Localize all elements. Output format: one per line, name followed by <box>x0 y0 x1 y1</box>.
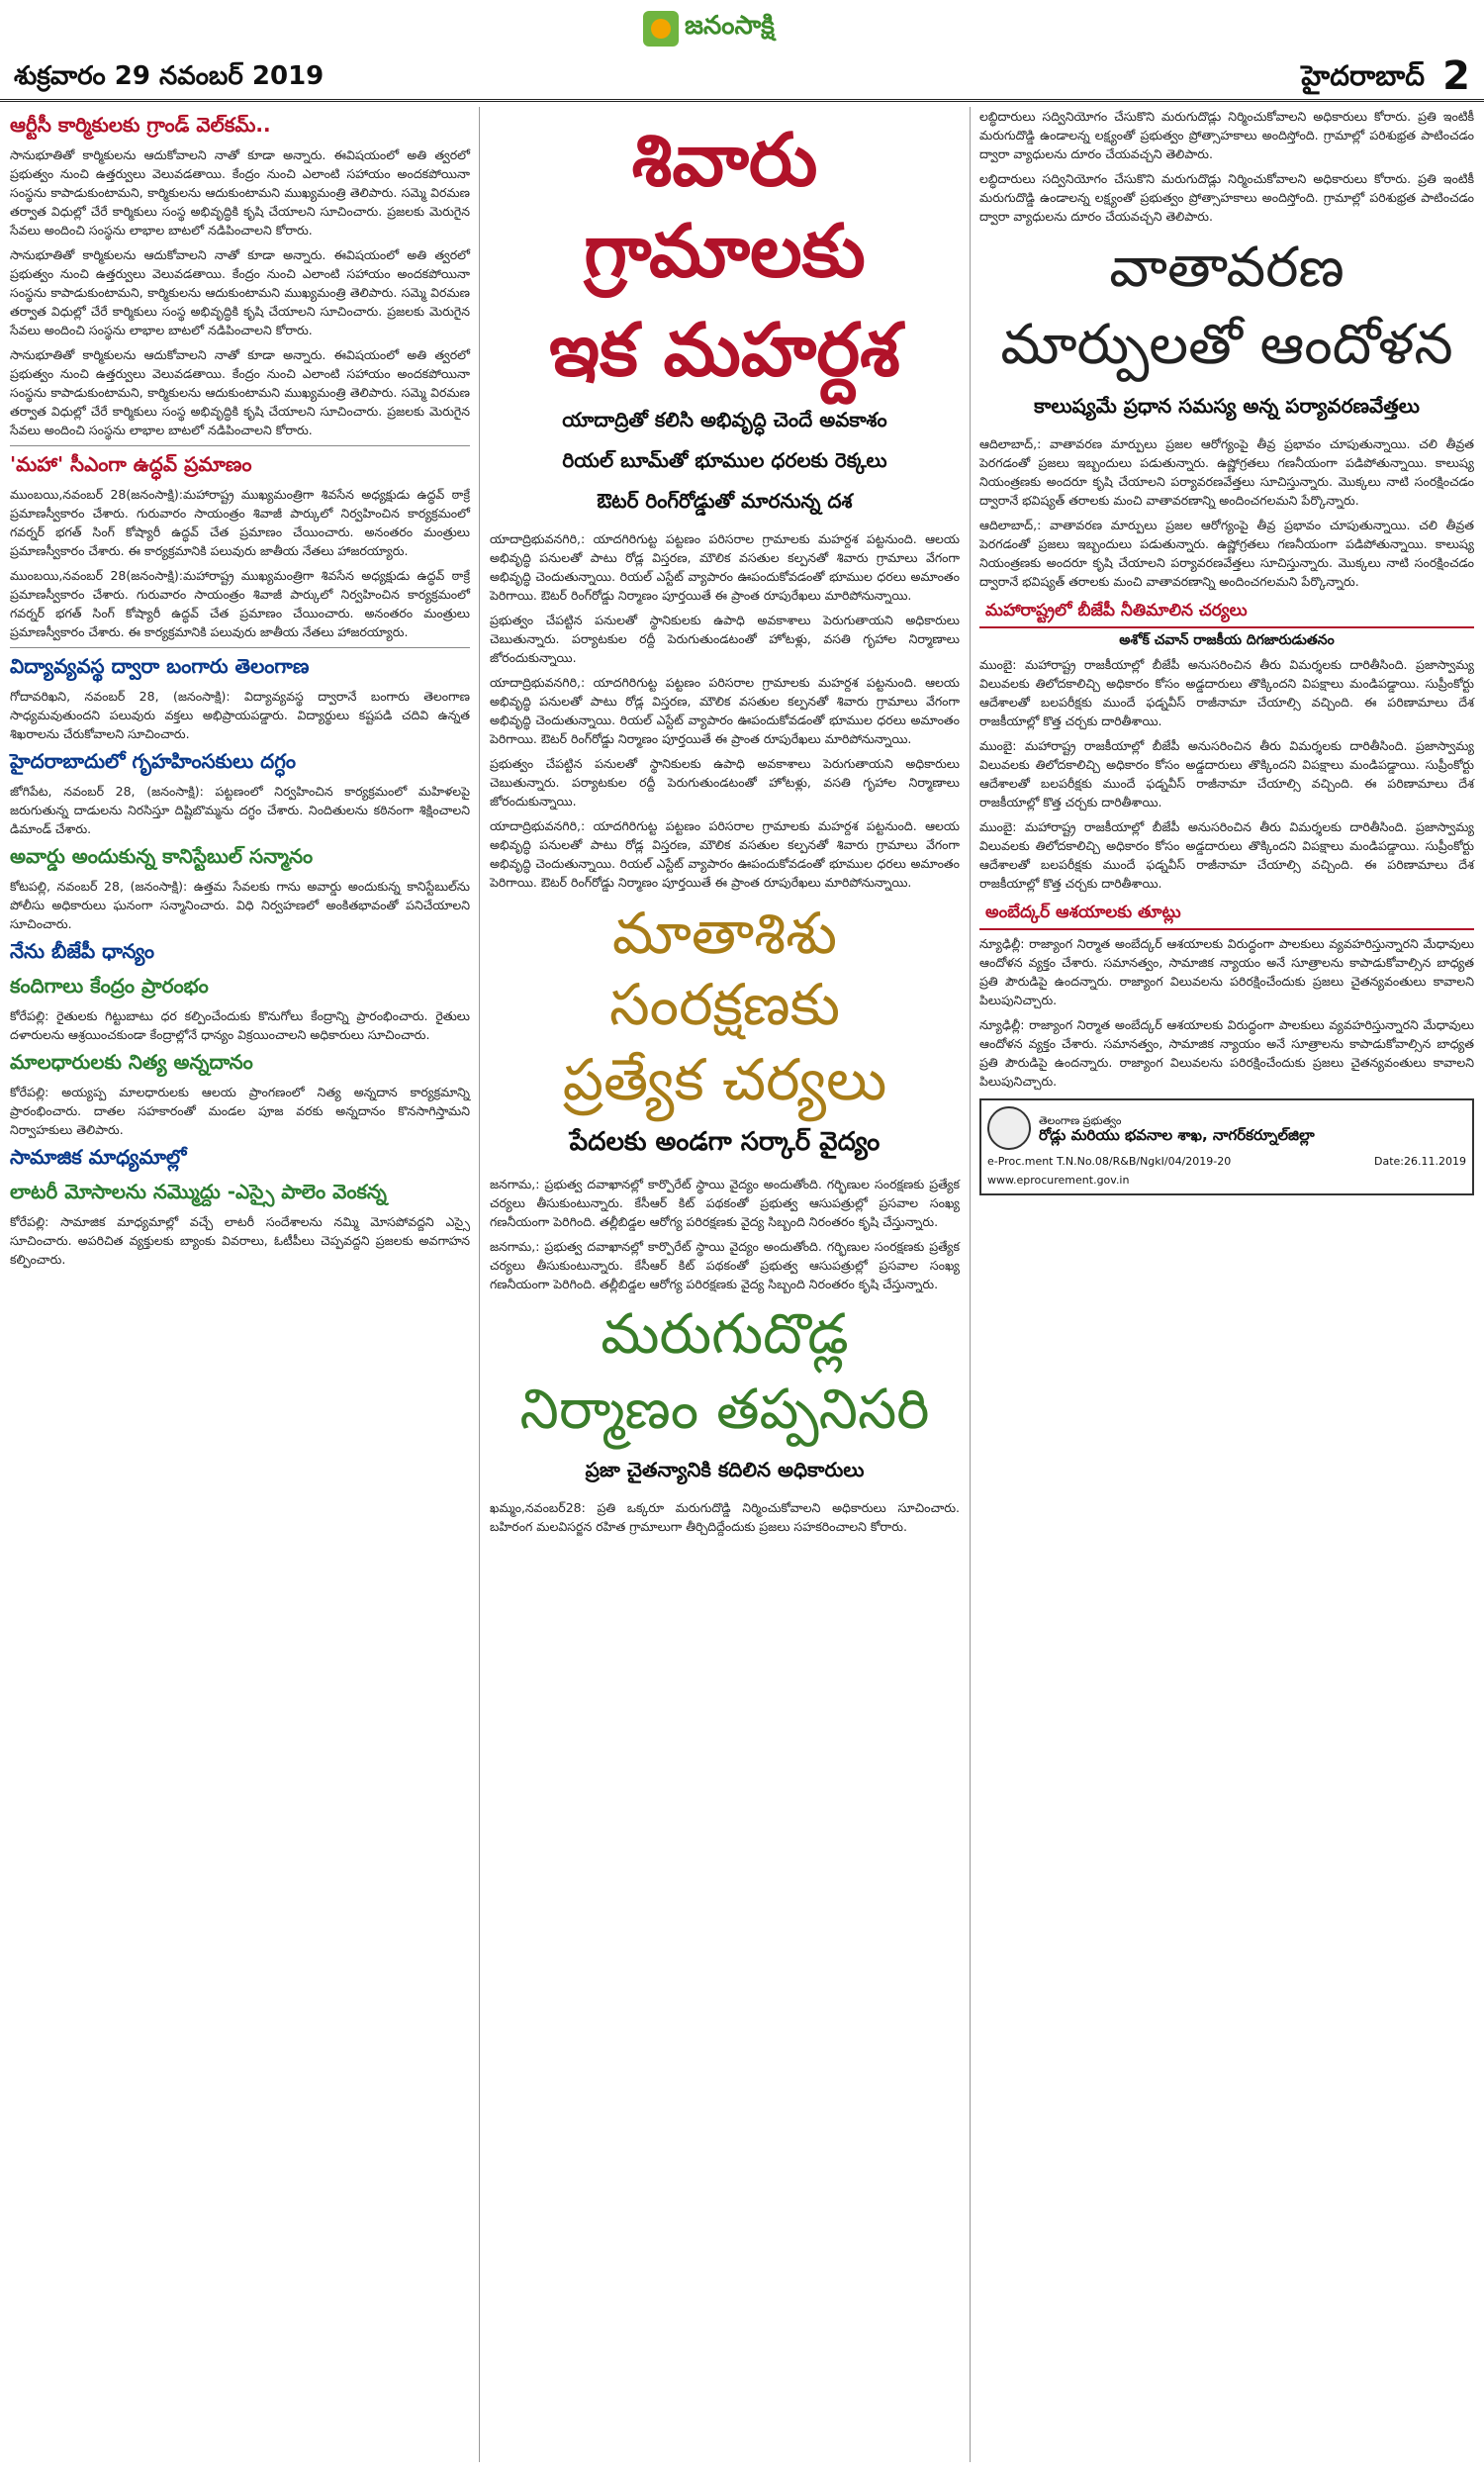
maharashtra-article: ముంబై: మహారాష్ట్ర రాజకీయాల్లో బీజేపీ అనుసరించిన తీరు విమర్శలకు దారితీసింది. ప్రజాస్వామ్య విలువలకు తిలోదకాలిచ్చి అధికారం కోసం అడ్డదారులు తొక్కిందని విపక్షాలు మండిపడ్డాయి. సుప్రీంకోర్టు ఆదేశాలతో బలపరీక్షకు ముందే ఫడ్నవీస్ రాజీనామా చేయాల్సి వచ్చింది. ఈ పరిణామాలు దేశ రాజకీయాల్లో కొత్త చర్చకు దారితీశాయి. <box>979 657 1474 728</box>
lead-article-cont: ప్రభుత్వం చేపట్టిన పనులతో స్థానికులకు ఉపాధి అవకాశాలు పెరుగుతాయని అధికారులు చెబుతున్నారు. పర్యాటకుల రద్దీ పెరుగుతుండటంతో హోటళ్లు, వసతి గృహాల నిర్మాణాలు జోరందుకున్నాయి. <box>490 613 960 665</box>
column-right <box>979 107 1474 1195</box>
maharashtra-article-cont: ముంబై: మహారాష్ట్ర రాజకీయాల్లో బీజేపీ అనుసరించిన తీరు విమర్శలకు దారితీసింది. ప్రజాస్వామ్య విలువలకు తిలోదకాలిచ్చి అధికారం కోసం అడ్డదారులు తొక్కిందని విపక్షాలు మండిపడ్డాయి. సుప్రీంకోర్టు ఆదేశాలతో బలపరీక్షకు ముందే ఫడ్నవీస్ రాజీనామా చేయాల్సి వచ్చింది. ఈ పరిణామాలు దేశ రాజకీయాల్లో కొత్త చర్చకు దారితీశాయి. <box>979 738 1474 809</box>
ad-title: తెలంగాణ ప్రభుత్వం <box>1039 1114 1122 1127</box>
ad-date: Date:26.11.2019 <box>1374 1155 1466 1168</box>
article-constable: కోటపల్లి, నవంబర్ 28, (జనంసాక్షి): ఉత్తమ సేవలకు గాను అవార్డు అందుకున్న కానిస్టేబుల్‌ను పోలీసు అధికారులు ఘనంగా సన్మానించారు. విధి నిర్వహణలో అంకితభావంతో పనిచేయాలని సూచించారు. <box>10 879 470 931</box>
ambedkar-article-cont: న్యూఢిల్లీ: రాజ్యాంగ నిర్మాత అంబేద్కర్ ఆశయాలకు విరుద్ధంగా పాలకులు వ్యవహరిస్తున్నారని మేధావులు ఆందోళన వ్యక్తం చేశారు. సమానత్వం, సామాజిక న్యాయం అనే సూత్రాలను కాపాడుకోవాల్సిన బాధ్యత ప్రతి పౌరుడిపై ఉందన్నారు. రాజ్యాంగ విలువలను పరిరక్షించేందుకు ప్రజలు చైతన్యవంతులు కావాలని పిలుపునిచ్చారు. <box>979 1017 1474 1089</box>
lead-deck-2: రియల్ బూమ్‌తో భూముల ధరలకు రెక్కలు <box>562 448 887 472</box>
toilet-article: ఖమ్మం,నవంబర్28: ప్రతి ఒక్కరూ మరుగుదొడ్డి నిర్మించుకోవాలని అధికారులు సూచించారు. బహిరంగ మలవిసర్జన రహిత గ్రామాలుగా తీర్చిదిద్దేందుకు ప్రజలు సహకరించాలని కోరారు. <box>490 1500 960 1534</box>
climate-deck: కాలుష్యమే ప్రధాన సమస్య అన్న పర్యావరణవేత్తలు <box>1034 394 1420 418</box>
article-rtc: సానుభూతితో కార్మికులను ఆదుకోవాలని నాతో కూడా అన్నారు. ఈవిషయంలో అతి త్వరలో ప్రభుత్వం నుంచి ఉత్తర్వులు వెలువడతాయి. కేంద్రం నుంచి ఎలాంటి సహాయం అందకపోయినా సంస్థను కాపాడుకుంటామని, కార్మికులను ఆదుకుంటామని ముఖ్యమంత్రి తెలిపారు. సమ్మె విరమణ తర్వాత విధుల్లో చేరే కార్మికులు సంస్థ అభివృద్ధికి కృషి చేయాలని సూచించారు. ప్రజలకు మెరుగైన సేవలు అందించి సంస్థను లాభాల బాటలో నడిపించాలని కోరారు. <box>10 147 470 238</box>
government-seal-icon <box>987 1106 1031 1150</box>
lead-article-cont2: యాదాద్రిభువనగిరి,: యాదగిరిగుట్ట పట్టణం పరిసరాల గ్రామాలకు మహర్దశ పట్టనుంది. ఆలయ అభివృద్ధి పనులతో పాటు రోడ్ల విస్తరణ, మౌలిక వసతుల కల్పనతో శివారు గ్రామాలు వేగంగా అభివృద్ధి చెందుతున్నాయి. రియల్ ఎస్టేట్ వ్యాపారం ఊపందుకోవడంతో భూముల ధరలు అమాంతం పెరిగాయి. ఔటర్ రింగ్‌రోడ్డు నిర్మాణం పూర్తయితే ఈ ప్రాంత రూపురేఖలు మారిపోనున్నాయి. <box>490 675 960 746</box>
maharashtra-article-cont2: ముంబై: మహారాష్ట్ర రాజకీయాల్లో బీజేపీ అనుసరించిన తీరు విమర్శలకు దారితీసింది. ప్రజాస్వామ్య విలువలకు తిలోదకాలిచ్చి అధికారం కోసం అడ్డదారులు తొక్కిందని విపక్షాలు మండిపడ్డాయి. సుప్రీంకోర్టు ఆదేశాలతో బలపరీక్షకు ముందే ఫడ్నవీస్ రాజీనామా చేయాల్సి వచ్చింది. ఈ పరిణామాలు దేశ రాజకీయాల్లో కొత్త చర్చకు దారితీశాయి. <box>979 819 1474 891</box>
masthead <box>0 0 1484 102</box>
logo-icon <box>643 11 679 47</box>
column-left <box>10 107 470 1275</box>
edition-city: హైదరాబాద్ <box>1301 59 1425 92</box>
headline-grain: నేను బీజేపీ ధాన్యం <box>10 939 155 963</box>
headline-rtc: ఆర్టీసీ కార్మికులకు గ్రాండ్ వెల్‌కమ్.. <box>10 113 271 137</box>
climate-headline-line1: వాతావరణ <box>1109 236 1345 300</box>
article-annadanam: కోరేపల్లి: అయ్యప్ప మాలధారులకు ఆలయ ప్రాంగణంలో నిత్య అన్నదాన కార్యక్రమాన్ని ప్రారంభించారు. దాతల సహకారంతో మండల పూజ వరకు అన్నదానం కొనసాగిస్తామని నిర్వాహకులు తెలిపారు. <box>10 1085 470 1137</box>
lead-headline-line1: శివారు గ్రామాలకు <box>584 118 866 294</box>
lead-article-cont4: యాదాద్రిభువనగిరి,: యాదగిరిగుట్ట పట్టణం పరిసరాల గ్రామాలకు మహర్దశ పట్టనుంది. ఆలయ అభివృద్ధి పనులతో పాటు రోడ్ల విస్తరణ, మౌలిక వసతుల కల్పనతో శివారు గ్రామాలు వేగంగా అభివృద్ధి చెందుతున్నాయి. రియల్ ఎస్టేట్ వ్యాపారం ఊపందుకోవడంతో భూముల ధరలు అమాంతం పెరిగాయి. ఔటర్ రింగ్‌రోడ్డు నిర్మాణం పూర్తయితే ఈ ప్రాంత రూపురేఖలు మారిపోనున్నాయి. <box>490 818 960 890</box>
headline-centre: కందిగాలు కేంద్రం ప్రారంభం <box>10 974 209 998</box>
climate-headline-line2: మార్పులతో ఆందోళన <box>1000 313 1453 377</box>
lead-headline-line2: ఇక మహర్దశ <box>549 308 900 393</box>
toilet-headline-line2: నిర్మాణం తప్పనిసరి <box>519 1378 930 1442</box>
toilet-headline-line1: మరుగుదొడ్ల <box>601 1302 849 1367</box>
column-divider <box>479 107 480 2462</box>
ad-subtitle: రోడ్లు మరియు భవనాల శాఖ, నాగర్‌కర్నూల్‌జిల్లా <box>1039 1126 1315 1144</box>
headline-effigy: హైదరాబాదులో గృహహింసకులు దగ్ధం <box>10 749 297 773</box>
page-number: 2 <box>1442 53 1470 99</box>
ambedkar-article: న్యూఢిల్లీ: రాజ్యాంగ నిర్మాత అంబేద్కర్ ఆశయాలకు విరుద్ధంగా పాలకులు వ్యవహరిస్తున్నారని మేధావులు ఆందోళన వ్యక్తం చేశారు. సమానత్వం, సామాజిక న్యాయం అనే సూత్రాలను కాపాడుకోవాల్సిన బాధ్యత ప్రతి పౌరుడిపై ఉందన్నారు. రాజ్యాంగ విలువలను పరిరక్షించేందుకు ప్రజలు చైతన్యవంతులు కావాలని పిలుపునిచ్చారు. <box>979 936 1474 1007</box>
issue-date: శుక్రవారం 29 నవంబర్ 2019 <box>14 61 325 91</box>
headline-social-media: సామాజిక మాధ్యమాల్లో <box>10 1145 187 1169</box>
headline-education: విద్యావ్యవస్థ ద్వారా బంగారు తెలంగాణ <box>10 654 310 678</box>
headline-lottery: లాటరీ మోసాలను నమ్మొద్దు -ఎస్సై పాలెం వెంకన్న <box>10 1180 387 1203</box>
divider <box>10 445 470 446</box>
headline-annadanam: మాలధారులకు నిత్య అన్నదానం <box>10 1050 253 1074</box>
health-article: జనగామ,: ప్రభుత్వ దవాఖానల్లో కార్పొరేట్ స్థాయి వైద్యం అందుతోంది. గర్భిణుల సంరక్షణకు ప్రత్యేక చర్యలు తీసుకుంటున్నారు. కేసీఆర్ కిట్ పథకంతో ప్రభుత్వ ఆసుపత్రుల్లో ప్రసవాల సంఖ్య గణనీయంగా పెరిగింది. తల్లీబిడ్డల ఆరోగ్య పరిరక్షణకు వైద్య సిబ్బంది నిరంతరం కృషి చేస్తున్నారు. <box>490 1177 960 1229</box>
toilet-article-cont: లబ్ధిదారులు సద్వినియోగం చేసుకొని మరుగుదొడ్లు నిర్మించుకోవాలని అధికారులు కోరారు. ప్రతి ఇంటికీ మరుగుదొడ్డి ఉండాలన్న లక్ష్యంతో ప్రభుత్వం ప్రోత్సాహకాలు అందిస్తోంది. గ్రామాల్లో పరిశుభ్రత పాటించడం ద్వారా వ్యాధులను దూరం చేయవచ్చని తెలిపారు. <box>979 109 1474 161</box>
article-lottery: కోరేపల్లి: సామాజిక మాధ్యమాల్లో వచ్చే లాటరీ సందేశాలను నమ్మి మోసపోవద్దని ఎస్సై సూచించారు. అపరిచిత వ్యక్తులకు బ్యాంకు వివరాలు, ఓటీపీలు చెప్పవద్దని ప్రజలకు అవగాహన కల్పించారు. <box>10 1214 470 1267</box>
divider <box>10 647 470 648</box>
maharashtra-headline: మహారాష్ట్రలో బీజేపీ నీతిమాలిన చర్యలు <box>979 599 1474 628</box>
article-uddhav-cont: ముంబయి,నవంబర్ 28(జనంసాక్షి):మహారాష్ట్ర ముఖ్యమంత్రిగా శివసేన అధ్యక్షుడు ఉద్ధవ్ ఠాక్రే ప్రమాణస్వీకారం చేశారు. గురువారం సాయంత్రం శివాజీ పార్కులో నిర్వహించిన కార్యక్రమంలో గవర్నర్ భగత్ సింగ్ కోష్యారీ ఉద్ధవ్ చేత ప్రమాణం చేయించారు. అనంతరం మంత్రులు ప్రమాణస్వీకారం చేశారు. ఈ కార్యక్రమానికి పలువురు జాతీయ నేతలు హాజరయ్యారు. <box>10 568 470 639</box>
maharashtra-subhead: అశోక్ చవాన్ రాజకీయ దిగజారుడుతనం <box>1119 632 1335 648</box>
article-uddhav: ముంబయి,నవంబర్ 28(జనంసాక్షి):మహారాష్ట్ర ముఖ్యమంత్రిగా శివసేన అధ్యక్షుడు ఉద్ధవ్ ఠాక్రే ప్రమాణస్వీకారం చేశారు. గురువారం సాయంత్రం శివాజీ పార్కులో నిర్వహించిన కార్యక్రమంలో గవర్నర్ భగత్ సింగ్ కోష్యారీ ఉద్ధవ్ చేత ప్రమాణం చేయించారు. అనంతరం మంత్రులు ప్రమాణస్వీకారం చేశారు. ఈ కార్యక్రమానికి పలువురు జాతీయ నేతలు హాజరయ్యారు. <box>10 487 470 558</box>
climate-article: ఆదిలాబాద్,: వాతావరణ మార్పులు ప్రజల ఆరోగ్యంపై తీవ్ర ప్రభావం చూపుతున్నాయి. చలి తీవ్రత పెరగడంతో ప్రజలు ఇబ్బందులు పడుతున్నారు. ఉష్ణోగ్రతలు గణనీయంగా పడిపోతున్నాయి. కాలుష్య నియంత్రణకు అందరూ కృషి చేయాలని పర్యావరణవేత్తలు సూచిస్తున్నారు. మొక్కలు నాటి సంరక్షించడం ద్వారానే భవిష్యత్ తరాలకు మంచి వాతావరణాన్ని అందించగలమని పేర్కొన్నారు. <box>979 436 1474 508</box>
lead-deck-1: యాదాద్రితో కలిసి అభివృద్ధి చెందే అవకాశం <box>562 408 887 431</box>
logo-text: జనంసాక్షి <box>685 11 775 41</box>
column-divider <box>970 107 971 2462</box>
health-headline-line1: మాతాశిశు సంరక్షణకు <box>608 900 841 1038</box>
headline-uddhav: 'మహా' సీఎంగా ఉద్ధవ్ ప్రమాణం <box>10 452 252 476</box>
toilet-deck: ప్రజా చైతన్యానికి కదిలిన అధికారులు <box>585 1458 865 1481</box>
health-headline-line2: ప్రత్యేక చర్యలు <box>562 1046 887 1113</box>
ad-header <box>987 1106 1466 1150</box>
toilet-article-cont2: లబ్ధిదారులు సద్వినియోగం చేసుకొని మరుగుదొడ్లు నిర్మించుకోవాలని అధికారులు కోరారు. ప్రతి ఇంటికీ మరుగుదొడ్డి ఉండాలన్న లక్ష్యంతో ప్రభుత్వం ప్రోత్సాహకాలు అందిస్తోంది. గ్రామాల్లో పరిశుభ్రత పాటించడం ద్వారా వ్యాధులను దూరం చేయవచ్చని తెలిపారు. <box>979 171 1474 224</box>
lead-article-cont3: ప్రభుత్వం చేపట్టిన పనులతో స్థానికులకు ఉపాధి అవకాశాలు పెరుగుతాయని అధికారులు చెబుతున్నారు. పర్యాటకుల రద్దీ పెరుగుతుండటంతో హోటళ్లు, వసతి గృహాల నిర్మాణాలు జోరందుకున్నాయి. <box>490 756 960 809</box>
article-rtc-cont: సానుభూతితో కార్మికులను ఆదుకోవాలని నాతో కూడా అన్నారు. ఈవిషయంలో అతి త్వరలో ప్రభుత్వం నుంచి ఉత్తర్వులు వెలువడతాయి. కేంద్రం నుంచి ఎలాంటి సహాయం అందకపోయినా సంస్థను కాపాడుకుంటామని, కార్మికులను ఆదుకుంటామని ముఖ్యమంత్రి తెలిపారు. సమ్మె విరమణ తర్వాత విధుల్లో చేరే కార్మికులు సంస్థ అభివృద్ధికి కృషి చేయాలని సూచించారు. ప్రజలకు మెరుగైన సేవలు అందించి సంస్థను లాభాల బాటలో నడిపించాలని కోరారు. <box>10 247 470 337</box>
health-deck: పేదలకు అండగా సర్కార్ వైద్యం <box>569 1127 881 1157</box>
lead-article: యాదాద్రిభువనగిరి,: యాదగిరిగుట్ట పట్టణం పరిసరాల గ్రామాలకు మహర్దశ పట్టనుంది. ఆలయ అభివృద్ధి పనులతో పాటు రోడ్ల విస్తరణ, మౌలిక వసతుల కల్పనతో శివారు గ్రామాలు వేగంగా అభివృద్ధి చెందుతున్నాయి. రియల్ ఎస్టేట్ వ్యాపారం ఊపందుకోవడంతో భూముల ధరలు అమాంతం పెరిగాయి. ఔటర్ రింగ్‌రోడ్డు నిర్మాణం పూర్తయితే ఈ ప్రాంత రూపురేఖలు మారిపోనున్నాయి. <box>490 531 960 603</box>
ad-reference: e-Proc.ment T.N.No.08/R&B/NgkI/04/2019-20 <box>987 1155 1232 1168</box>
headline-constable: అవార్డు అందుకున్న కానిస్టేబుల్ సన్మానం <box>10 844 314 868</box>
column-middle <box>490 107 960 1542</box>
newspaper-logo[interactable] <box>643 4 871 53</box>
tender-advertisement[interactable] <box>979 1098 1474 1195</box>
ambedkar-headline: అంబేద్కర్ ఆశయాలకు తూట్లు <box>979 901 1474 930</box>
lead-deck-3: ఔటర్ రింగ్‌రోడ్డుతో మారనున్న దశ <box>597 489 853 513</box>
ad-url[interactable]: www.eprocurement.gov.in <box>987 1174 1130 1187</box>
health-article-cont: జనగామ,: ప్రభుత్వ దవాఖానల్లో కార్పొరేట్ స్థాయి వైద్యం అందుతోంది. గర్భిణుల సంరక్షణకు ప్రత్యేక చర్యలు తీసుకుంటున్నారు. కేసీఆర్ కిట్ పథకంతో ప్రభుత్వ ఆసుపత్రుల్లో ప్రసవాల సంఖ్య గణనీయంగా పెరిగింది. తల్లీబిడ్డల ఆరోగ్య పరిరక్షణకు వైద్య సిబ్బంది నిరంతరం కృషి చేస్తున్నారు. <box>490 1239 960 1291</box>
article-rtc-cont2: సానుభూతితో కార్మికులను ఆదుకోవాలని నాతో కూడా అన్నారు. ఈవిషయంలో అతి త్వరలో ప్రభుత్వం నుంచి ఉత్తర్వులు వెలువడతాయి. కేంద్రం నుంచి ఎలాంటి సహాయం అందకపోయినా సంస్థను కాపాడుకుంటామని, కార్మికులను ఆదుకుంటామని ముఖ్యమంత్రి తెలిపారు. సమ్మె విరమణ తర్వాత విధుల్లో చేరే కార్మికులు సంస్థ అభివృద్ధికి కృషి చేయాలని సూచించారు. ప్రజలకు మెరుగైన సేవలు అందించి సంస్థను లాభాల బాటలో నడిపించాలని కోరారు. <box>10 347 470 437</box>
article-effigy: జోగిపేట, నవంబర్ 28, (జనంసాక్షి): పట్టణంలో నిర్వహించిన కార్యక్రమంలో మహిళలపై జరుగుతున్న దాడులను నిరసిస్తూ దిష్టిబొమ్మను దగ్ధం చేశారు. నిందితులను కఠినంగా శిక్షించాలని డిమాండ్ చేశారు. <box>10 784 470 836</box>
article-education: గోదావరిఖని, నవంబర్ 28, (జనంసాక్షి): విద్యావ్యవస్థ ద్వారానే బంగారు తెలంగాణ సాధ్యమవుతుందని పలువురు వక్తలు అభిప్రాయపడ్డారు. విద్యార్థులు కష్టపడి చదివి ఉన్నత శిఖరాలను చేరుకోవాలని సూచించారు. <box>10 689 470 741</box>
climate-article-cont: ఆదిలాబాద్,: వాతావరణ మార్పులు ప్రజల ఆరోగ్యంపై తీవ్ర ప్రభావం చూపుతున్నాయి. చలి తీవ్రత పెరగడంతో ప్రజలు ఇబ్బందులు పడుతున్నారు. ఉష్ణోగ్రతలు గణనీయంగా పడిపోతున్నాయి. కాలుష్య నియంత్రణకు అందరూ కృషి చేయాలని పర్యావరణవేత్తలు సూచిస్తున్నారు. మొక్కలు నాటి సంరక్షించడం ద్వారానే భవిష్యత్ తరాలకు మంచి వాతావరణాన్ని అందించగలమని పేర్కొన్నారు. <box>979 518 1474 589</box>
article-centre: కోరేపల్లి: రైతులకు గిట్టుబాటు ధర కల్పించేందుకు కొనుగోలు కేంద్రాన్ని ప్రారంభించారు. రైతులు దళారులను ఆశ్రయించకుండా కేంద్రాల్లోనే ధాన్యం విక్రయించాలని అధికారులు సూచించారు. <box>10 1008 470 1042</box>
